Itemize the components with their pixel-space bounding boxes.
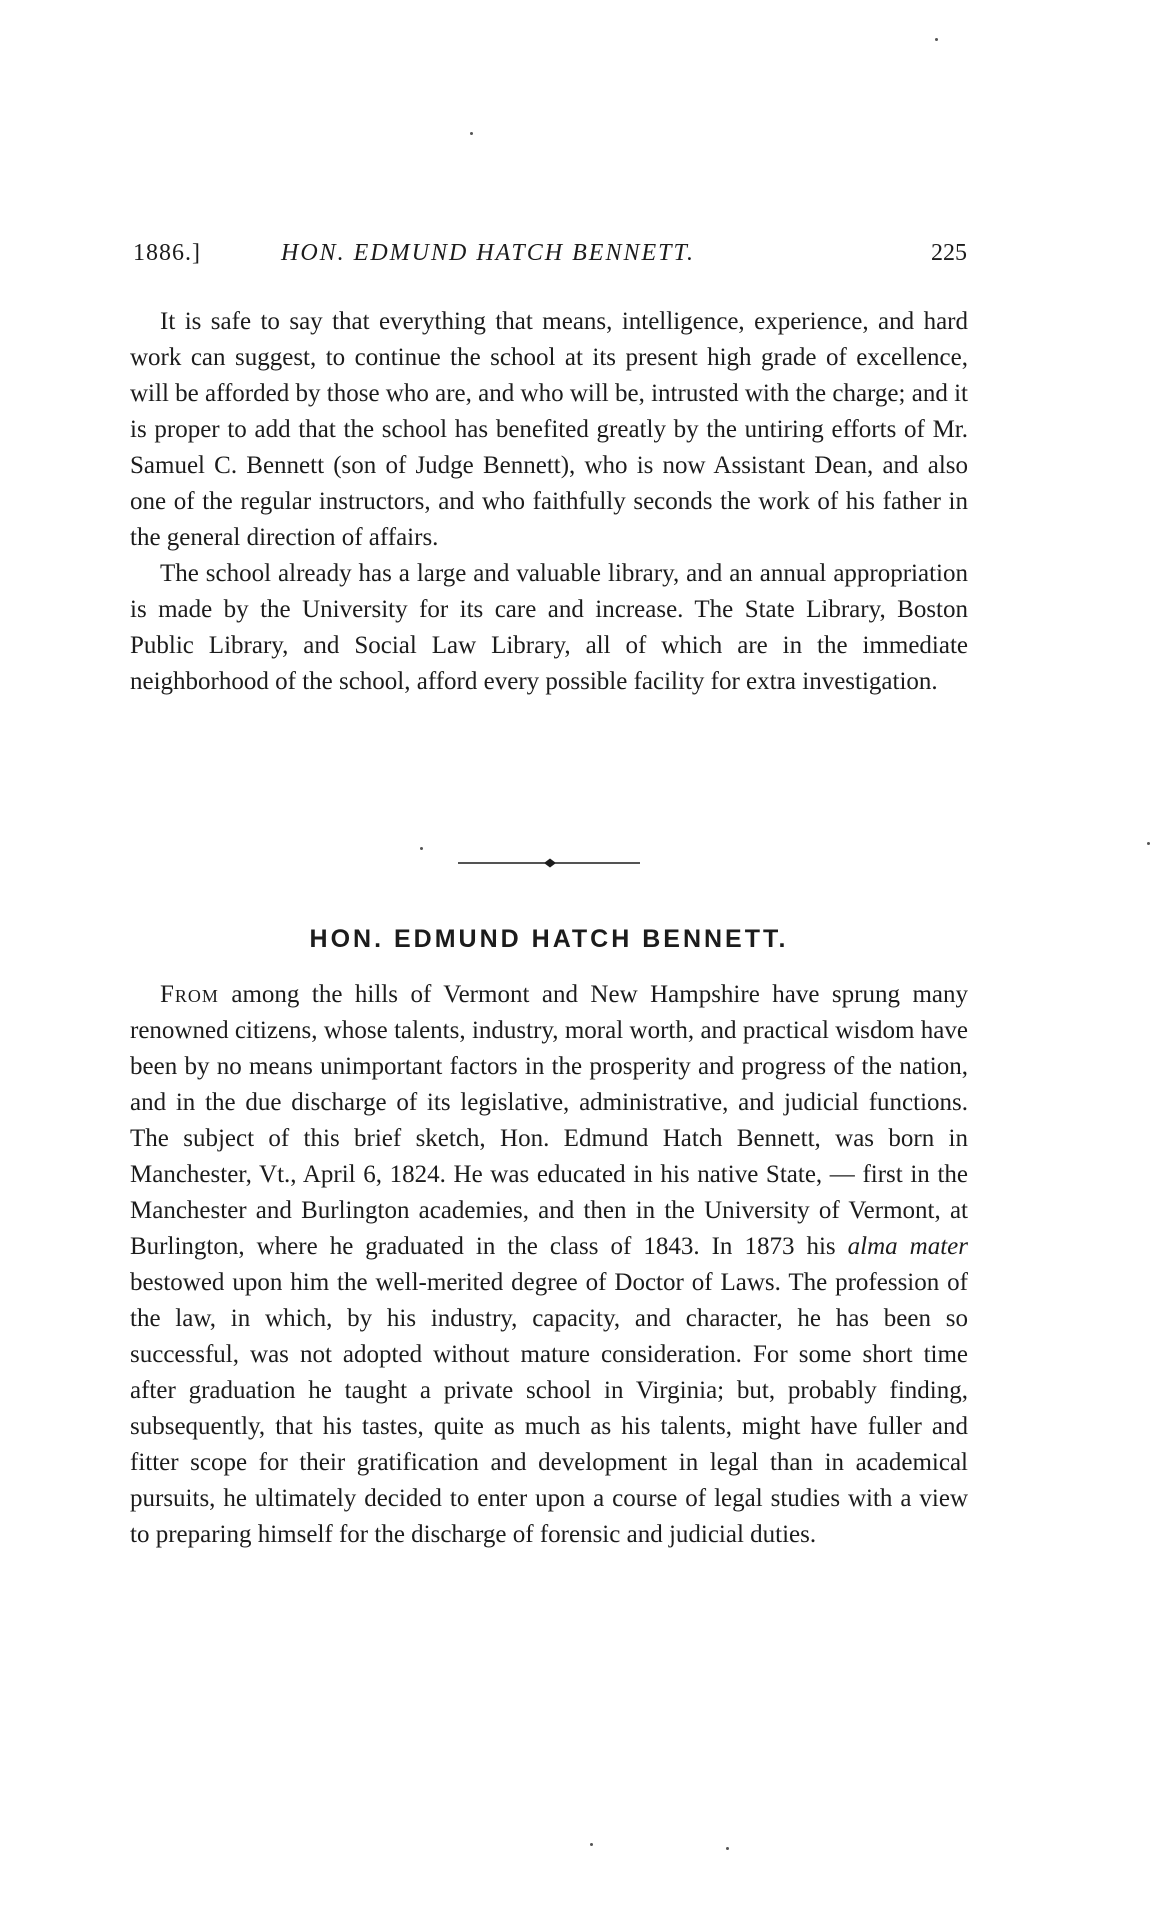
speck-dot bbox=[420, 847, 423, 850]
page-number: 225 bbox=[931, 240, 967, 266]
speck-dot bbox=[935, 38, 938, 41]
article-heading: HON. EDMUND HATCH BENNETT. bbox=[309, 925, 789, 953]
paragraph-biography bbox=[130, 977, 968, 1553]
biography-text-part1: among the hills of Vermont and New Hampshire have sprung many renowned citizens, whose talents, industry, moral worth, and practical wisdom have been by no means unimportant factors in the prosperity and progress of the nation, and in the due discharge of its legislative, administrative, and judicial functions. The subject of this brief sketch, Hon. Edmund Hatch Bennett, was born in Manchester, Vt., April 6, 1824. He was educated in his native State, — first in the Manchester and Burlington academies, and then in the University of Vermont, at Burlington, where he graduated in the class of 1843. In 1873 his bbox=[130, 981, 968, 1260]
biography-text-part2: bestowed upon him the well-merited degree of Doctor of Laws. The profession of the law, in which, by his industry, capacity, and character, he has been so successful, was not adopted without mature consideration. For some short time after graduation he taught a private school in Virginia; but, probably finding, subsequently, that his tastes, quite as much as his talents, might have fuller and fitter scope for their gratification and development in legal than in academical pursuits, he ultimately decided to enter upon a course of legal studies with a view to preparing himself for the discharge of forensic and judicial duties. bbox=[130, 1269, 968, 1548]
section-biography-text bbox=[130, 977, 968, 1553]
speck-dot bbox=[1147, 842, 1150, 845]
paragraph-school-library: The school already has a large and valuable library, and an annual appropriation is made by the University for its care and increase. The State Library, Boston Public Library, and Social Law Library, all of which are in the immediate neighborhood of the school, afford every possible facility for extra investigation. bbox=[130, 560, 968, 695]
section-divider-ornament bbox=[458, 857, 640, 869]
running-header bbox=[133, 240, 967, 274]
header-running-title: HON. EDMUND HATCH BENNETT. bbox=[281, 240, 696, 266]
paragraph-school-excellence: It is safe to say that everything that means, intelligence, experience, and hard work can suggest, to continue the school at its present high grade of excellence, will be afforded by those who are, and who will be, intrusted with the charge; and it is proper to add that the school has benefited greatly by the untiring efforts of Mr. Samuel C. Bennett (son of Judge Bennett), who is now Assistant Dean, and also one of the regular instructors, and who faithfully seconds the work of his father in the general direction of affairs. bbox=[130, 308, 968, 551]
speck-dot bbox=[726, 1847, 729, 1850]
speck-dot bbox=[590, 1843, 593, 1846]
section-law-school-text bbox=[130, 304, 968, 700]
header-year: 1886.] bbox=[133, 240, 201, 266]
speck-dot bbox=[470, 132, 473, 135]
italic-alma-mater: alma mater bbox=[847, 1233, 968, 1260]
drop-word: From bbox=[160, 981, 219, 1008]
